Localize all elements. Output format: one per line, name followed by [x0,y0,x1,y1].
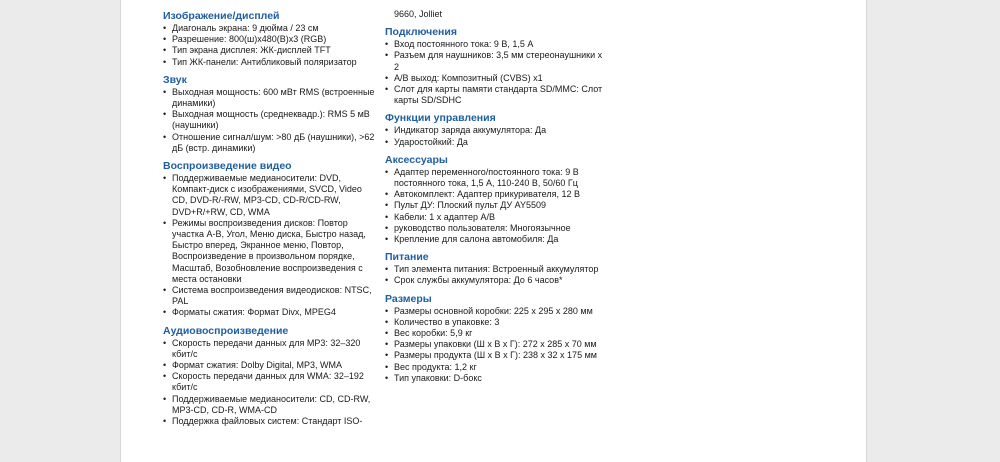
section-controls [385,111,607,147]
spec-item: • Количество в упаковке: 3 [385,317,607,328]
section-audio-playback [163,324,377,428]
spec-item: • Слот для карты памяти стандарта SD/MMC: Слот карты SD/SDHC [385,84,607,106]
spec-item: • Автокомплект: Адаптер прикуривателя, 12 В [385,189,607,200]
document-page [120,0,867,462]
section-title: Звук [163,73,187,86]
spec-item: • Диагональ экрана: 9 дюйма / 23 см [163,23,377,34]
spec-item: • Поддерживаемые медианосители: CD, CD-RW, MP3-CD, CD-R, WMA-CD [163,394,377,416]
section-sound [163,73,377,154]
section-display [163,9,377,68]
section-title: Размеры [385,292,432,305]
spec-item: • Выходная мощность (среднеквадр.): RMS 5 мВ (наушники) [163,109,377,131]
spec-item: • Формат сжатия: Dolby Digital, MP3, WMA [163,360,377,371]
spec-item: • Выходная мощность: 600 мВт RMS (встроенные динамики) [163,87,377,109]
continued-text: 9660, Jolliet [394,9,443,19]
spec-item: • руководство пользователя: Многоязычное [385,223,607,234]
spec-item: • Вход постоянного тока: 9 В, 1,5 А [385,39,607,50]
section-title: Функции управления [385,112,496,125]
section-connections [385,25,607,106]
right-column [385,9,607,389]
section-title: Питание [385,251,429,264]
section-dimensions [385,292,607,384]
section-title: Аудиовоспроизведение [163,324,289,337]
section-power [385,250,607,286]
spec-item: • Адаптер переменного/постоянного тока: 9 В постоянного тока, 1,5 A, 110-240 В, 50/60 Гц [385,167,607,189]
spec-item: • Разъем для наушников: 3,5 мм стереонаушники x 2 [385,50,607,72]
section-title: Воспроизведение видео [163,160,292,173]
spec-item: • Форматы сжатия: Формат Divx, MPEG4 [163,307,377,318]
section-title: Изображение/дисплей [163,10,280,22]
spec-item: • Поддержка файловых систем: Стандарт ISO- [163,416,377,427]
spec-item: • Режимы воспроизведения дисков: Повтор участка A-B, Угол, Меню диска, Быстро назад, Быстро вперед, Экранное меню, Повтор, Воспроизведение в произвольном порядке, Масштаб, Возобновление воспроизведения с места остановки [163,218,377,285]
spec-item: • Скорость передачи данных для WMA: 32–192 кбит/с [163,371,377,393]
section-accessories [385,153,607,245]
spec-item: • Срок службы аккумулятора: До 6 часов* [385,275,607,286]
spec-item: • Тип ЖК-панели: Антибликовый поляризатор [163,57,377,68]
spec-item: • Размеры упаковки (Ш x В x Г): 272 x 285 x 70 мм [385,339,607,350]
section-video-playback [163,159,377,319]
spec-item: • A/B выход: Композитный (CVBS) x1 [385,73,607,84]
spec-item: • Отношение сигнал/шум: >80 дБ (наушники), >62 дБ (встр. динамики) [163,132,377,154]
section-title: Аксессуары [385,153,448,166]
spec-item: • Кабели: 1 x адаптер A/B [385,212,607,223]
spec-item: • Индикатор заряда аккумулятора: Да [385,125,607,136]
spec-item: • Вес коробки: 5,9 кг [385,328,607,339]
spec-item: • Крепление для салона автомобиля: Да [385,234,607,245]
spec-item: • Размеры основной коробки: 225 x 295 x 280 мм [385,306,607,317]
spec-item: • Ударостойкий: Да [385,137,607,148]
spec-item: • Скорость передачи данных для MP3: 32–320 кбит/с [163,338,377,360]
spec-item: • Размеры продукта (Ш x В x Г): 238 x 32 x 175 мм [385,350,607,361]
spec-item: • Поддерживаемые медианосители: DVD, Компакт-диск с изображениями, SVCD, Video CD, DVD-R/-RW, MP3-CD, CD-R/CD-RW, DVD+R/+RW, CD, WMA [163,173,377,218]
spec-item: • Вес продукта: 1,2 кг [385,362,607,373]
spec-item: • Разрешение: 800(ш)x480(В)x3 (RGB) [163,34,377,45]
spec-item: • Тип упаковки: D-бокс [385,373,607,384]
spec-item: • Тип элемента питания: Встроенный аккумулятор [385,264,607,275]
spec-item: • Система воспроизведения видеодисков: NTSC, PAL [163,285,377,307]
left-column [163,9,377,432]
spec-item: • Тип экрана дисплея: ЖК-дисплей TFT [163,45,377,56]
section-title: Подключения [385,26,457,39]
spec-item: • Пульт ДУ: Плоский пульт ДУ AY5509 [385,200,607,211]
